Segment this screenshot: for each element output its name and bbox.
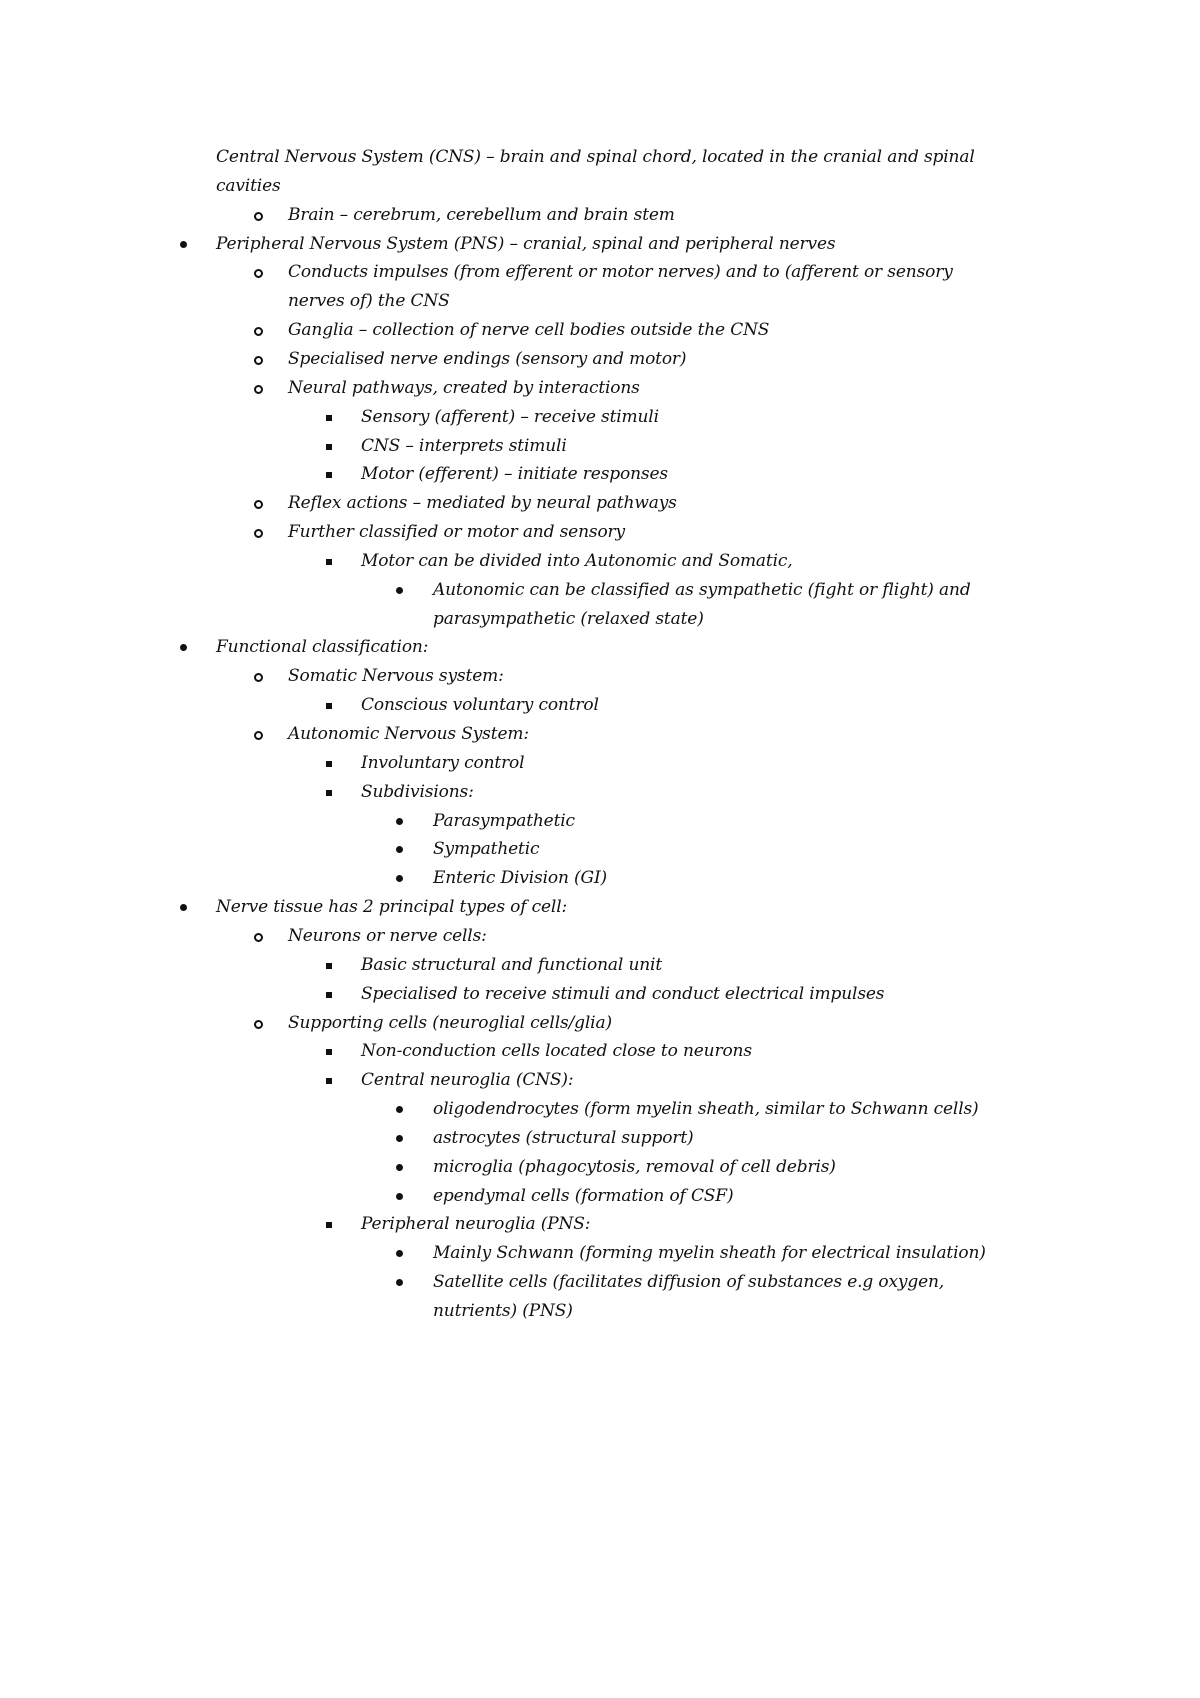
bullet-dot-icon [180, 893, 200, 922]
outline-item-text: Motor (efferent) – initiate responses [361, 464, 668, 485]
bullet-circle-icon [254, 345, 274, 374]
outline-item-text: Ganglia – collection of nerve cell bodies outside the CNS [288, 320, 770, 341]
bullet-circle-icon [254, 316, 274, 345]
bullet-dot-icon [180, 633, 200, 662]
outline-item-level-3 [0, 951, 1200, 980]
outline-item-level-2 [0, 345, 1200, 374]
bullet-circle-icon [254, 374, 274, 403]
bullet-dot-icon [396, 1153, 416, 1182]
outline-item-text: Neural pathways, created by interactions [288, 377, 640, 398]
outline-item-text: Further classified or motor and sensory [288, 522, 625, 543]
outline-item-text: Basic structural and functional unit [361, 954, 663, 975]
outline-item-level-2 [0, 316, 1200, 345]
outline-item-text: Somatic Nervous system: [288, 666, 504, 687]
bullet-dot-icon [396, 864, 416, 893]
bullet-square-icon [326, 980, 346, 1009]
bullet-square-icon [326, 691, 346, 720]
bullet-square-icon [326, 403, 346, 432]
outline-item-text: Autonomic Nervous System: [288, 724, 529, 744]
outline-continuation-line [0, 287, 1200, 316]
bullet-circle-icon [254, 518, 274, 547]
bullet-square-icon [326, 778, 346, 807]
outline-item-level-4 [0, 1124, 1200, 1153]
outline-item-text: Brain – cerebrum, cerebellum and brain stem [288, 204, 675, 225]
outline-item-level-4 [0, 1182, 1200, 1211]
outline-item-level-2 [0, 201, 1200, 230]
bullet-square-icon [326, 749, 346, 778]
bullet-dot-icon [396, 1268, 416, 1297]
outline-item-text: Reflex actions – mediated by neural pathways [288, 493, 677, 514]
outline-item-level-2 [0, 1009, 1200, 1038]
bullet-square-icon [326, 547, 346, 576]
outline-item-text: parasympathetic (relaxed state) [433, 608, 704, 629]
outline-item-text: Central Nervous System (CNS) – brain and spinal chord, located in the cranial and spinal [216, 147, 975, 167]
bullet-circle-icon [254, 1009, 274, 1038]
outline-item-level-4 [0, 835, 1200, 864]
outline-item-text: Supporting cells (neuroglial cells/glia) [288, 1012, 612, 1033]
outline-item-text: Motor can be divided into Autonomic and Somatic, [361, 550, 793, 571]
outline-item-text: Functional classification: [216, 637, 429, 658]
outline-item-level-3 [0, 1037, 1200, 1066]
bullet-square-icon [326, 1066, 346, 1095]
bullet-dot-icon [396, 807, 416, 836]
outline-item-text: Conscious voluntary control [361, 695, 599, 716]
bullet-circle-icon [254, 489, 274, 518]
outline-item-text: Specialised nerve endings (sensory and motor) [288, 348, 687, 369]
outline-item-text: microglia (phagocytosis, removal of cell debris) [433, 1156, 836, 1177]
outline-item-text: Non-conduction cells located close to neurons [361, 1041, 752, 1062]
outline-item-text: Mainly Schwann (forming myelin sheath for electrical insulation) [433, 1243, 986, 1264]
bullet-square-icon [326, 951, 346, 980]
outline-item-level-1 [0, 230, 1200, 259]
outline-item-level-2 [0, 922, 1200, 951]
outline-item-level-3 [0, 980, 1200, 1009]
outline-item-level-3 [0, 547, 1200, 576]
outline-item-text: nerves of) the CNS [288, 291, 450, 312]
bullet-circle-icon [254, 720, 274, 749]
bullet-dot-icon [396, 835, 416, 864]
outline-item-text: nutrients) (PNS) [433, 1301, 573, 1321]
outline-item-level-2 [0, 518, 1200, 547]
outline-item-text: Peripheral Nervous System (PNS) – cranial, spinal and peripheral nerves [216, 233, 836, 254]
outline-continuation-line [0, 1297, 1200, 1326]
outline-item-text: Sympathetic [433, 839, 540, 860]
outline-continuation-line [0, 143, 1200, 172]
outline-item-text: Autonomic can be classified as sympathetic (fight or flight) and [433, 579, 971, 600]
bullet-dot-icon [396, 1095, 416, 1124]
bullet-circle-icon [254, 201, 274, 230]
outline-item-level-2 [0, 662, 1200, 691]
outline-item-level-4 [0, 1153, 1200, 1182]
bullet-circle-icon [254, 662, 274, 691]
outline-item-level-1 [0, 893, 1200, 922]
bullet-dot-icon [396, 1239, 416, 1268]
outline-item-level-2 [0, 258, 1200, 287]
outline-item-text: Peripheral neuroglia (PNS: [361, 1214, 591, 1235]
outline-item-level-3 [0, 691, 1200, 720]
outline-item-text: CNS – interprets stimuli [361, 435, 567, 456]
outline-item-text: astrocytes (structural support) [433, 1127, 694, 1148]
outline-item-level-2 [0, 720, 1200, 749]
outline-item-level-3 [0, 749, 1200, 778]
outline-item-level-4 [0, 864, 1200, 893]
outline-item-text: Satellite cells (facilitates diffusion of substances e.g oxygen, [433, 1272, 945, 1293]
outline-item-text: Conducts impulses (from efferent or motor nerves) and to (afferent or sensory [288, 262, 953, 283]
outline-item-level-1 [0, 633, 1200, 662]
outline-item-level-4 [0, 1239, 1200, 1268]
outline-item-text: Specialised to receive stimuli and conduct electrical impulses [361, 983, 885, 1004]
outline-item-text: ependymal cells (formation of CSF) [433, 1185, 734, 1206]
outline-item-text: oligodendrocytes (form myelin sheath, similar to Schwann cells) [433, 1099, 979, 1120]
outline-item-level-4 [0, 1095, 1200, 1124]
bullet-dot-icon [396, 1124, 416, 1153]
outline-item-level-2 [0, 374, 1200, 403]
bullet-square-icon [326, 432, 346, 461]
outline-item-text: cavities [216, 175, 281, 196]
outline-item-text: Enteric Division (GI) [433, 868, 608, 889]
outline-item-level-4 [0, 576, 1200, 605]
bullet-dot-icon [180, 230, 200, 259]
bullet-square-icon [326, 1037, 346, 1066]
outline-item-level-3 [0, 432, 1200, 461]
outline-item-text: Neurons or nerve cells: [288, 925, 487, 946]
outline-item-level-3 [0, 460, 1200, 489]
outline-item-level-3 [0, 1210, 1200, 1239]
outline-item-text: Nerve tissue has 2 principal types of cell: [216, 897, 568, 918]
outline-item-level-4 [0, 1268, 1200, 1297]
outline-continuation-line [0, 172, 1200, 201]
outline-item-text: Involuntary control [361, 752, 525, 773]
bullet-square-icon [326, 1210, 346, 1239]
bullet-dot-icon [396, 1182, 416, 1211]
bullet-circle-icon [254, 258, 274, 287]
outline-item-level-3 [0, 778, 1200, 807]
outline-item-text: Subdivisions: [361, 781, 474, 802]
outline-item-text: Sensory (afferent) – receive stimuli [361, 406, 659, 427]
outline-item-text: Central neuroglia (CNS): [361, 1070, 574, 1091]
outline-item-level-2 [0, 489, 1200, 518]
outline-item-level-4 [0, 807, 1200, 836]
outline-item-text: Parasympathetic [433, 810, 575, 831]
bullet-dot-icon [396, 576, 416, 605]
outline-continuation-line [0, 605, 1200, 634]
outline-item-level-3 [0, 1066, 1200, 1095]
outline-item-level-3 [0, 403, 1200, 432]
bullet-circle-icon [254, 922, 274, 951]
bullet-square-icon [326, 460, 346, 489]
